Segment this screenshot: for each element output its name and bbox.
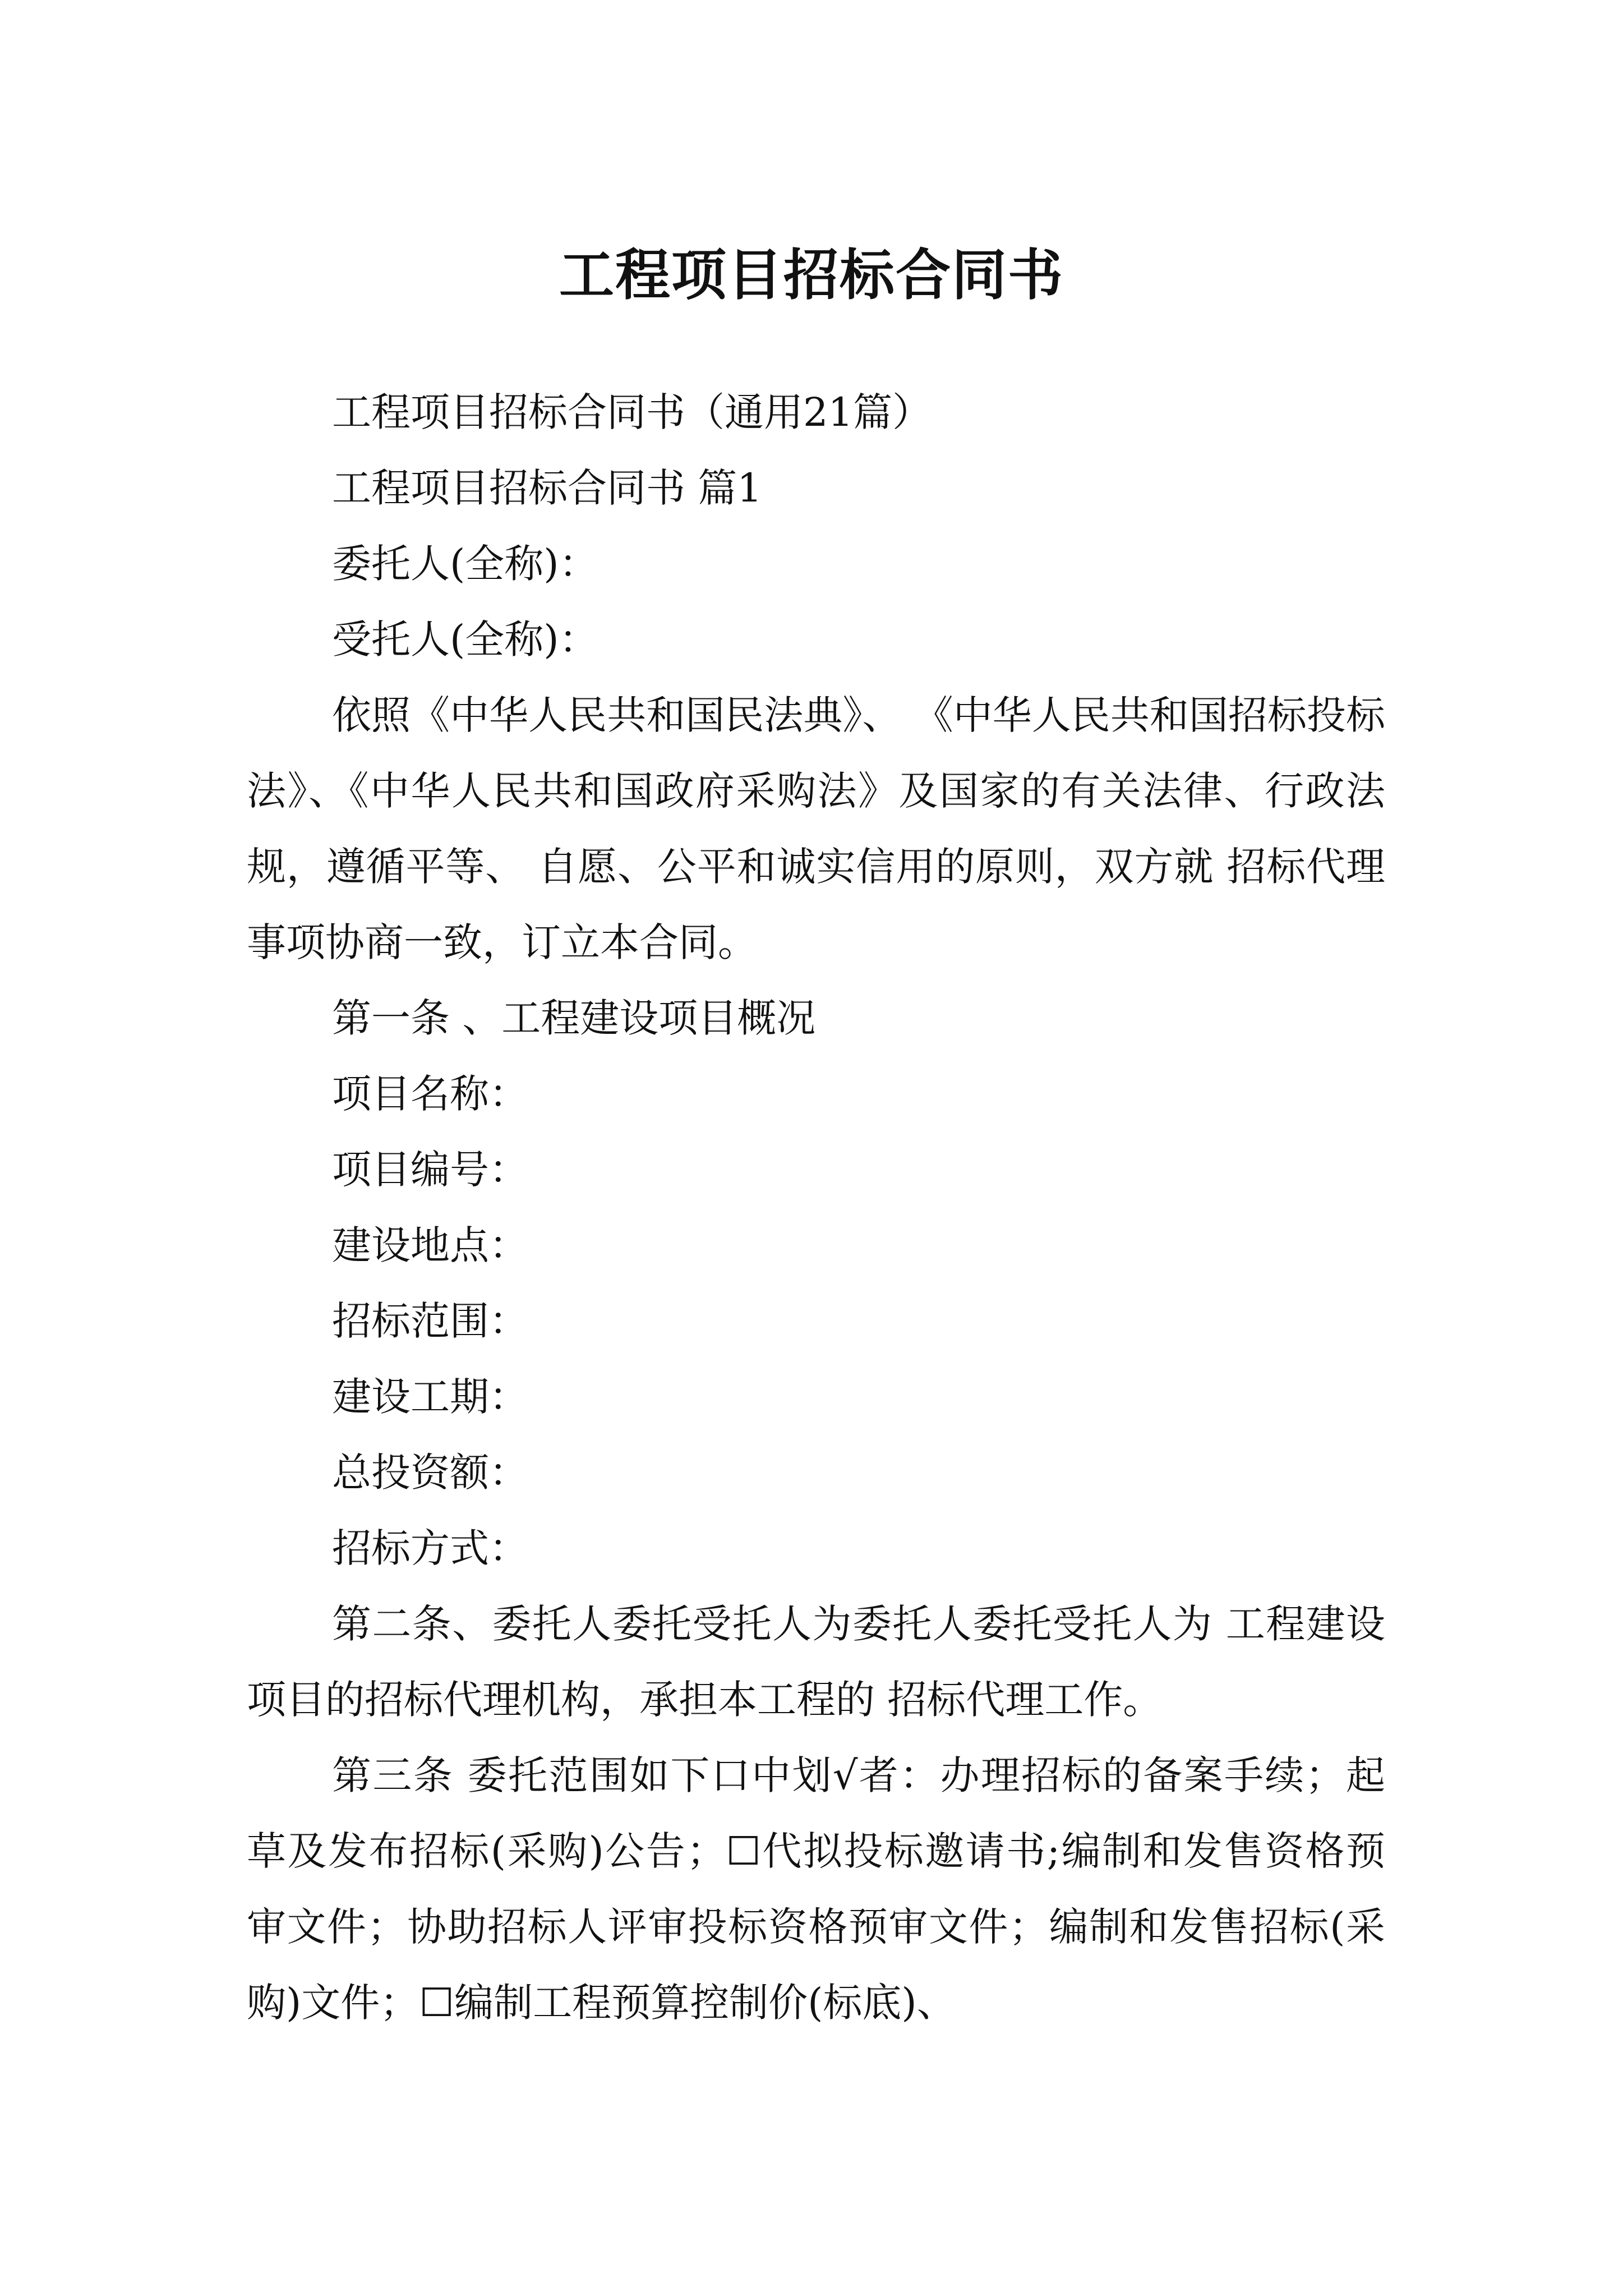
- document-title: 工程项目招标合同书: [559, 243, 1064, 307]
- subtitle-line: 工程项目招标合同书（通用21篇）: [332, 389, 932, 435]
- agent-field: 受托人(全称)：: [332, 616, 598, 662]
- article-2-paragraph: 第二条、委托人委托受托人为委托人委托受托人为 工程建设项目的招标代理机构，承担本工程的 招标代理工作。: [247, 1601, 1385, 1723]
- article-3-paragraph: 第三条 委托范围如下口中划√者：办理招标的备案手续；起草及发布招标(采购)公告；☐代拟投标邀请书;编制和发售资格预审文件；协助招标人评审投标资格预审文件；编制和发售招标(采购)文件；☐编制工程预算控制价(标底)、: [247, 1752, 1385, 2026]
- document-body: [247, 375, 1385, 2041]
- duration-field: 建设工期：: [332, 1374, 528, 1420]
- project-name-field: 项目名称：: [332, 1071, 528, 1117]
- section-heading: 工程项目招标合同书 篇1: [332, 465, 762, 511]
- location-field: 建设地点：: [332, 1222, 528, 1268]
- article-1-heading: 第一条 、工程建设项目概况: [332, 995, 816, 1041]
- project-number-field: 项目编号：: [332, 1147, 528, 1193]
- client-field: 委托人(全称)：: [332, 541, 598, 587]
- scope-field: 招标范围：: [332, 1298, 528, 1344]
- investment-field: 总投资额：: [332, 1450, 528, 1496]
- preamble-paragraph: 依照《中华人民共和国民法典》、 《中华人民共和国招标投标法》、《中华人民共和国政府采购法》及国家的有关法律、行政法规，遵循平等、 自愿、公平和诚实信用的原则，双方就 招标代理事项协商一致，订立本合同。: [247, 692, 1385, 965]
- bidding-method-field: 招标方式：: [332, 1525, 528, 1571]
